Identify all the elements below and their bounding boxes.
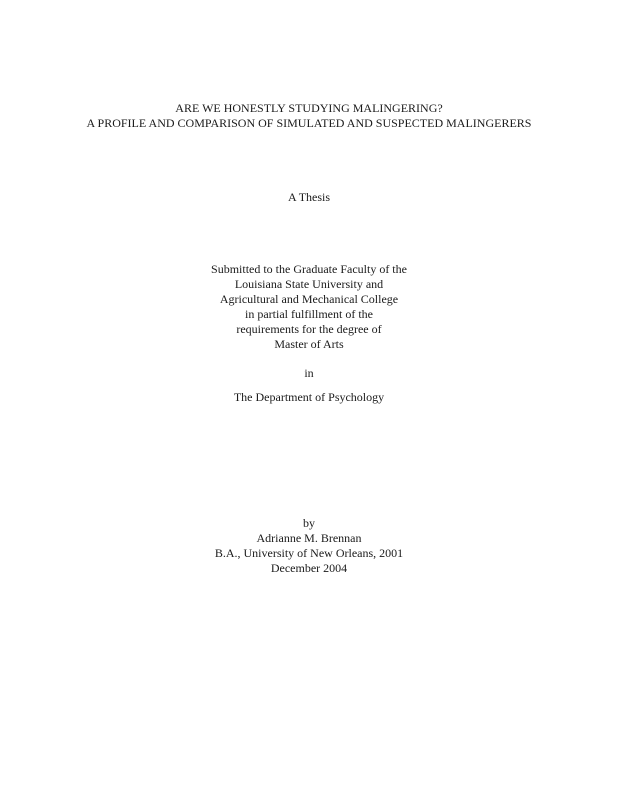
department-name: The Department of Psychology — [233, 390, 385, 404]
submission-line: Louisiana State University and — [234, 277, 384, 291]
author-info — [0, 516, 618, 576]
submission-line: Agricultural and Mechanical College — [219, 292, 399, 306]
prior-degree: B.A., University of New Orleans, 2001 — [214, 546, 404, 560]
submission-statement — [0, 262, 618, 352]
in-connector: in — [304, 366, 314, 380]
by-label: by — [303, 516, 315, 530]
title-line-1: ARE WE HONESTLY STUDYING MALINGERING? — [175, 101, 443, 115]
author-name: Adrianne M. Brennan — [256, 531, 362, 545]
thesis-title — [0, 101, 618, 131]
title-line-2: A PROFILE AND COMPARISON OF SIMULATED AND SUSPECTED MALINGERERS — [86, 116, 532, 130]
submission-line: requirements for the degree of — [236, 322, 382, 336]
submission-date: December 2004 — [270, 561, 348, 575]
submission-line: Submitted to the Graduate Faculty of the — [211, 262, 407, 276]
document-type: A Thesis — [287, 190, 331, 204]
submission-line: in partial fulfillment of the — [245, 307, 373, 321]
degree-name: Master of Arts — [274, 337, 344, 351]
